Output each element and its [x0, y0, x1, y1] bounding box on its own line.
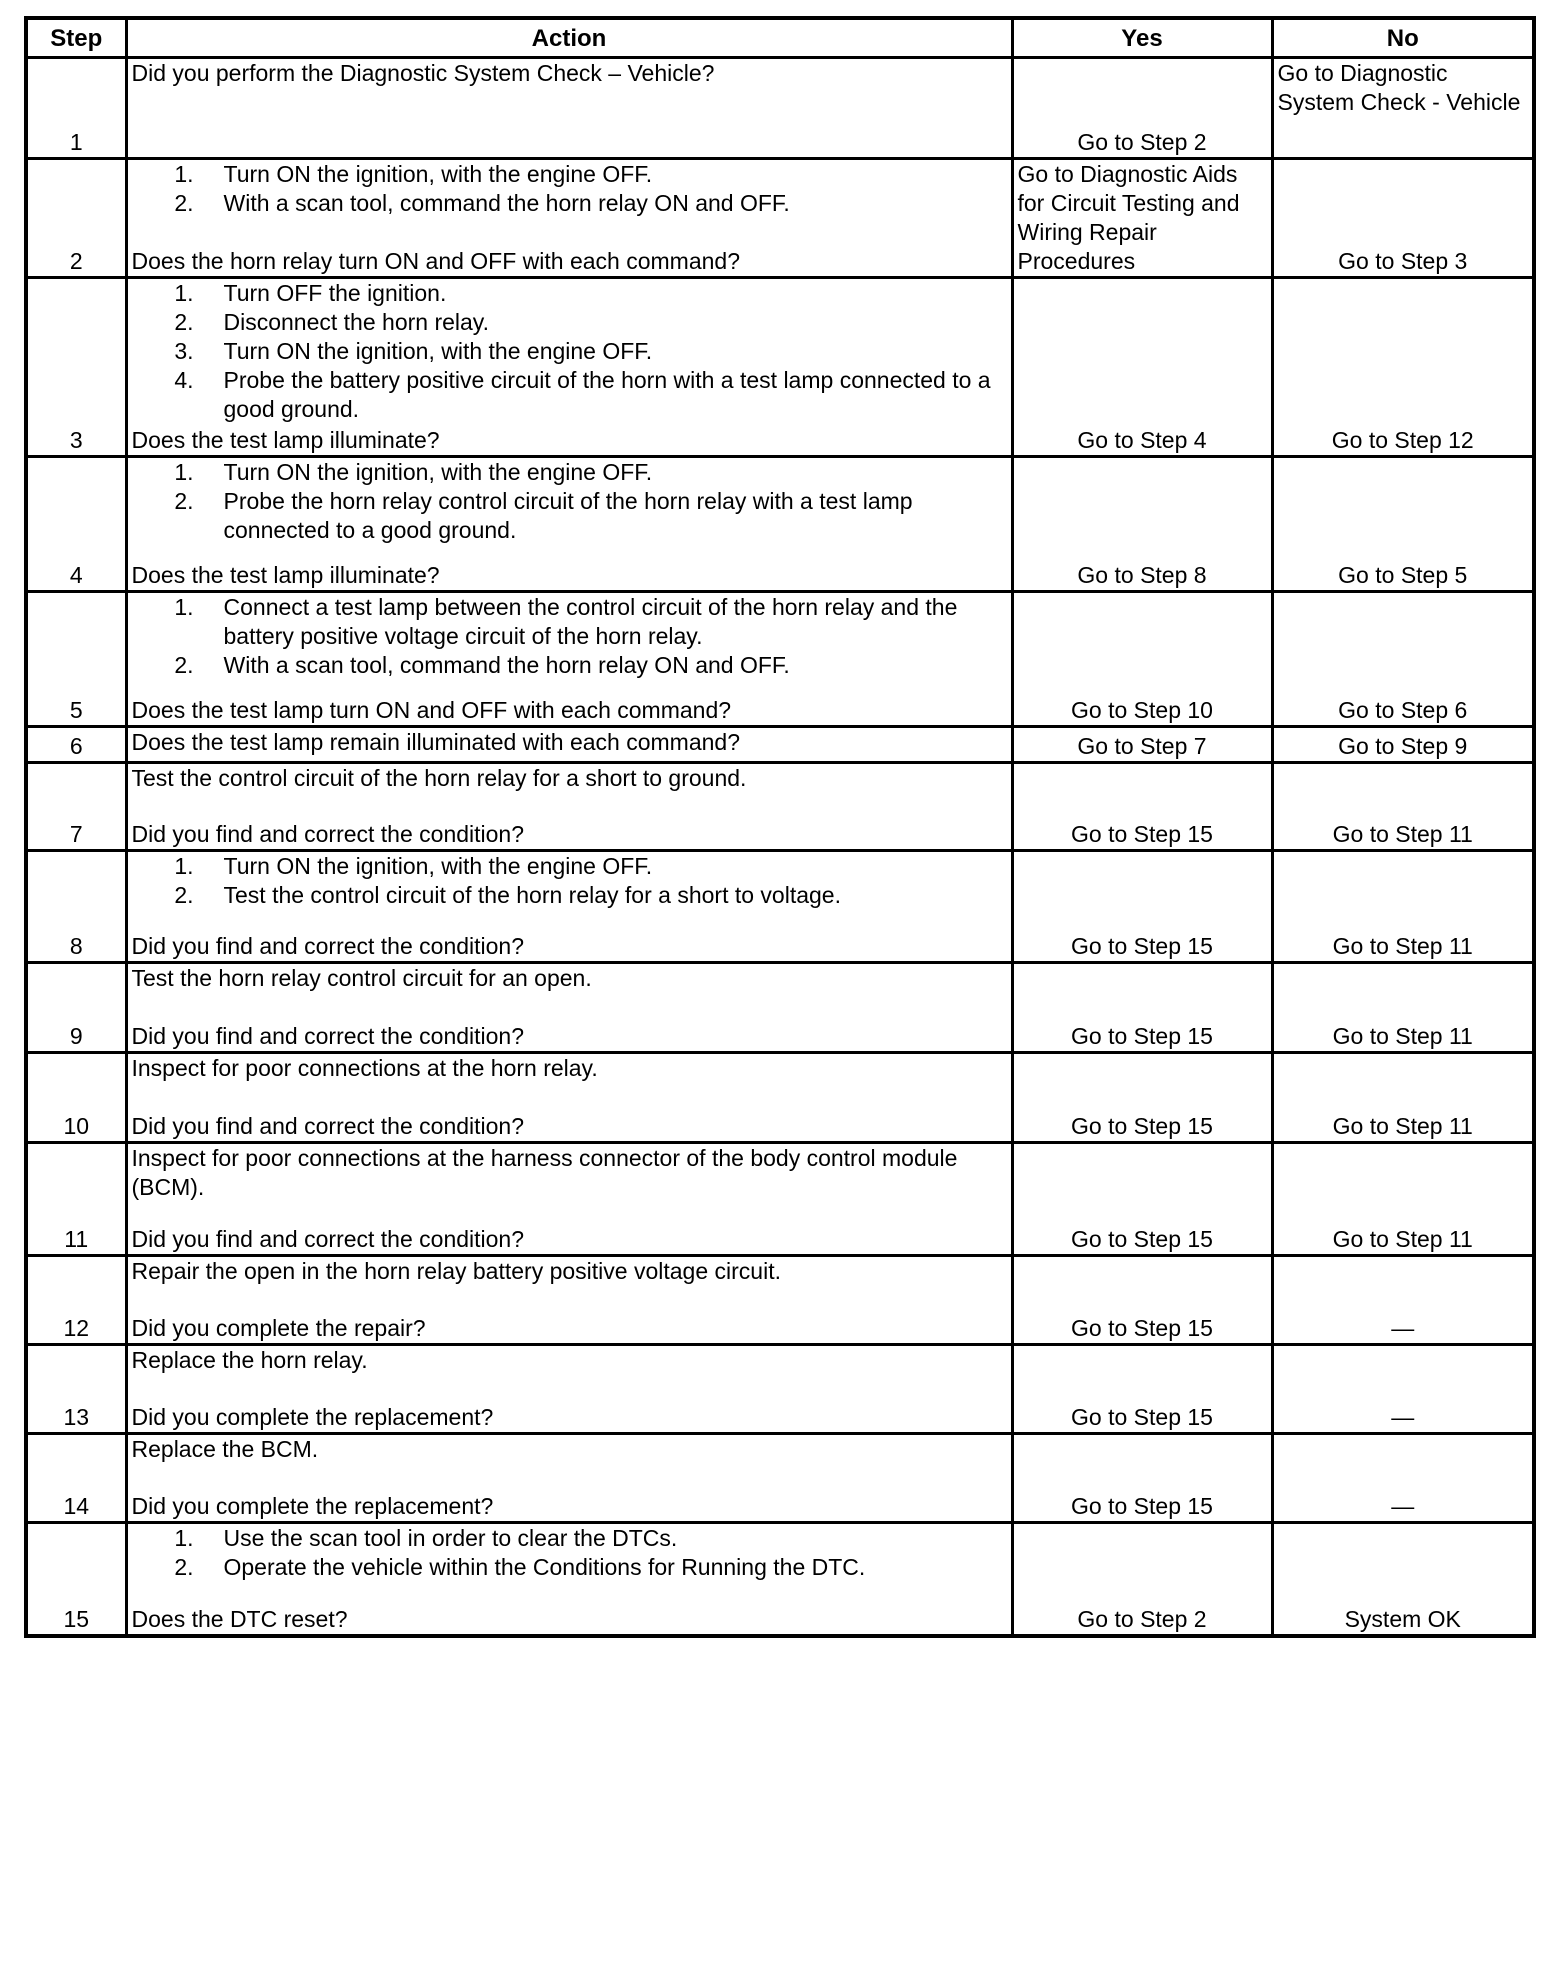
yes-result: Go to Step 7 — [1012, 727, 1272, 763]
instruction-text: Probe the horn relay control circuit of the horn relay with a test lamp connected to a good ground. — [223, 488, 913, 543]
no-result: Go to Step 9 — [1272, 727, 1534, 763]
header-yes: Yes — [1012, 18, 1272, 58]
instruction-list — [132, 852, 1007, 910]
action-question: Did you find and correct the condition? — [131, 933, 525, 959]
header-no: No — [1272, 18, 1534, 58]
instruction-list — [132, 593, 1007, 680]
yes-result: Go to Step 8 — [1012, 457, 1272, 592]
action-cell — [126, 763, 1012, 851]
action-cell — [126, 1256, 1012, 1345]
yes-result: Go to Step 2 — [1012, 1523, 1272, 1637]
instruction-text: Operate the vehicle within the Conditions for Running the DTC. — [223, 1554, 866, 1580]
action-text: Test the control circuit of the horn relay for a short to ground. — [131, 765, 747, 791]
step-number: 10 — [26, 1053, 126, 1143]
yes-result: Go to Step 15 — [1012, 1256, 1272, 1345]
table-row — [26, 592, 1534, 727]
instruction-number: 1. — [174, 459, 194, 485]
instruction-number: 2. — [174, 309, 194, 335]
instruction-item — [132, 651, 1007, 680]
step-number: 2 — [26, 159, 126, 278]
yes-result: Go to Step 15 — [1012, 851, 1272, 963]
yes-result: Go to Step 4 — [1012, 278, 1272, 457]
table-row — [26, 58, 1534, 159]
instruction-number: 2. — [174, 488, 194, 514]
instruction-number: 2. — [174, 882, 194, 908]
action-text: Test the horn relay control circuit for an open. — [131, 965, 592, 991]
header-row — [26, 18, 1534, 58]
yes-result: Go to Step 15 — [1012, 763, 1272, 851]
step-number: 8 — [26, 851, 126, 963]
no-result: Go to Step 11 — [1272, 963, 1534, 1053]
step-number: 4 — [26, 457, 126, 592]
instruction-text: Turn ON the ignition, with the engine OFF. — [223, 853, 653, 879]
action-cell — [126, 592, 1012, 727]
instruction-item — [132, 337, 1007, 366]
yes-result: Go to Step 15 — [1012, 1434, 1272, 1523]
action-cell — [126, 159, 1012, 278]
instruction-number: 1. — [174, 594, 194, 620]
step-number: 6 — [26, 727, 126, 763]
action-text: Replace the BCM. — [131, 1436, 319, 1462]
action-text: Does the test lamp remain illuminated with each command? — [131, 729, 741, 755]
table-row — [26, 851, 1534, 963]
instruction-item — [132, 160, 1007, 189]
instruction-number: 2. — [174, 190, 194, 216]
action-cell — [126, 1345, 1012, 1434]
action-cell — [126, 1523, 1012, 1637]
action-question: Did you find and correct the condition? — [131, 1023, 525, 1049]
instruction-list — [132, 160, 1007, 218]
instruction-item — [132, 1553, 1007, 1582]
instruction-text: With a scan tool, command the horn relay ON and OFF. — [223, 652, 790, 678]
step-number: 7 — [26, 763, 126, 851]
yes-result: Go to Step 10 — [1012, 592, 1272, 727]
step-number: 13 — [26, 1345, 126, 1434]
header-action: Action — [126, 18, 1012, 58]
instruction-number: 2. — [174, 1554, 194, 1580]
table-row — [26, 1523, 1534, 1637]
no-result: — — [1272, 1345, 1534, 1434]
instruction-item — [132, 487, 1007, 545]
table-body — [26, 58, 1534, 1637]
action-question: Did you complete the repair? — [131, 1315, 426, 1341]
instruction-list — [132, 279, 1007, 424]
instruction-number: 1. — [174, 853, 194, 879]
table-row — [26, 1345, 1534, 1434]
yes-result: Go to Step 15 — [1012, 1143, 1272, 1256]
no-result: Go to Step 11 — [1272, 763, 1534, 851]
instruction-item — [132, 366, 1007, 424]
table-row — [26, 1143, 1534, 1256]
yes-result: Go to Step 15 — [1012, 1053, 1272, 1143]
action-cell — [126, 1143, 1012, 1256]
no-result: Go to Diagnostic System Check - Vehicle — [1272, 58, 1534, 159]
table-row — [26, 727, 1534, 763]
no-result: Go to Step 12 — [1272, 278, 1534, 457]
instruction-text: Probe the battery positive circuit of the horn with a test lamp connected to a good ground. — [223, 367, 991, 422]
no-result: Go to Step 11 — [1272, 1053, 1534, 1143]
action-question: Does the test lamp illuminate? — [131, 427, 440, 453]
yes-result: Go to Step 15 — [1012, 1345, 1272, 1434]
action-text: Inspect for poor connections at the harness connector of the body control module (BCM). — [131, 1145, 958, 1200]
instruction-item — [132, 852, 1007, 881]
action-cell — [126, 851, 1012, 963]
instruction-number: 3. — [174, 338, 194, 364]
table-row — [26, 457, 1534, 592]
step-number: 1 — [26, 58, 126, 159]
table-row — [26, 963, 1534, 1053]
step-number: 9 — [26, 963, 126, 1053]
action-question: Did you find and correct the condition? — [131, 1113, 525, 1139]
step-number: 12 — [26, 1256, 126, 1345]
step-number: 14 — [26, 1434, 126, 1523]
no-result: Go to Step 5 — [1272, 457, 1534, 592]
instruction-item — [132, 308, 1007, 337]
step-number: 11 — [26, 1143, 126, 1256]
action-cell — [126, 58, 1012, 159]
step-number: 5 — [26, 592, 126, 727]
instruction-number: 2. — [174, 652, 194, 678]
action-question: Does the test lamp turn ON and OFF with each command? — [131, 697, 732, 723]
action-text: Repair the open in the horn relay battery positive voltage circuit. — [131, 1258, 781, 1284]
no-result: — — [1272, 1256, 1534, 1345]
instruction-number: 4. — [174, 367, 194, 393]
instruction-item — [132, 279, 1007, 308]
instruction-text: Test the control circuit of the horn relay for a short to voltage. — [223, 882, 841, 908]
table-row — [26, 763, 1534, 851]
instruction-item — [132, 189, 1007, 218]
action-question: Did you complete the replacement? — [131, 1404, 494, 1430]
action-cell — [126, 457, 1012, 592]
action-cell — [126, 727, 1012, 763]
action-question: Did you find and correct the condition? — [131, 821, 525, 847]
instruction-text: Turn ON the ignition, with the engine OFF. — [223, 459, 653, 485]
action-question: Does the horn relay turn ON and OFF with each command? — [131, 248, 741, 274]
no-result: Go to Step 3 — [1272, 159, 1534, 278]
instruction-text: Use the scan tool in order to clear the DTCs. — [223, 1525, 678, 1551]
action-cell — [126, 1053, 1012, 1143]
instruction-text: Turn OFF the ignition. — [223, 280, 447, 306]
instruction-text: With a scan tool, command the horn relay ON and OFF. — [223, 190, 790, 216]
instruction-text: Connect a test lamp between the control circuit of the horn relay and the battery positive voltage circuit of the horn relay. — [223, 594, 958, 649]
instruction-text: Disconnect the horn relay. — [223, 309, 489, 335]
action-text: Replace the horn relay. — [131, 1347, 368, 1373]
instruction-item — [132, 1524, 1007, 1553]
action-text: Did you perform the Diagnostic System Check – Vehicle? — [131, 60, 715, 86]
action-question: Does the DTC reset? — [131, 1606, 348, 1632]
no-result: Go to Step 11 — [1272, 1143, 1534, 1256]
yes-result: Go to Diagnostic Aids for Circuit Testing and Wiring Repair Procedures — [1012, 159, 1272, 278]
header-step: Step — [26, 18, 126, 58]
instruction-item — [132, 593, 1007, 651]
table-row — [26, 159, 1534, 278]
instruction-list — [132, 458, 1007, 545]
action-question: Did you complete the replacement? — [131, 1493, 494, 1519]
instruction-text: Turn ON the ignition, with the engine OFF. — [223, 161, 653, 187]
instruction-item — [132, 458, 1007, 487]
instruction-number: 1. — [174, 161, 194, 187]
instruction-list — [132, 1524, 1007, 1582]
action-text: Inspect for poor connections at the horn relay. — [131, 1055, 598, 1081]
no-result: Go to Step 11 — [1272, 851, 1534, 963]
diagnostic-table-sheet — [24, 16, 1532, 1638]
no-result: — — [1272, 1434, 1534, 1523]
yes-result: Go to Step 2 — [1012, 58, 1272, 159]
table-row — [26, 1434, 1534, 1523]
instruction-item — [132, 881, 1007, 910]
instruction-number: 1. — [174, 280, 194, 306]
action-cell — [126, 278, 1012, 457]
no-result: Go to Step 6 — [1272, 592, 1534, 727]
step-number: 15 — [26, 1523, 126, 1637]
step-number: 3 — [26, 278, 126, 457]
action-cell — [126, 963, 1012, 1053]
instruction-text: Turn ON the ignition, with the engine OFF. — [223, 338, 653, 364]
action-question: Did you find and correct the condition? — [131, 1226, 525, 1252]
yes-result: Go to Step 15 — [1012, 963, 1272, 1053]
instruction-number: 1. — [174, 1525, 194, 1551]
action-question: Does the test lamp illuminate? — [131, 562, 440, 588]
table-row — [26, 1053, 1534, 1143]
table-row — [26, 1256, 1534, 1345]
diagnostic-table — [24, 16, 1536, 1638]
no-result: System OK — [1272, 1523, 1534, 1637]
action-cell — [126, 1434, 1012, 1523]
table-row — [26, 278, 1534, 457]
